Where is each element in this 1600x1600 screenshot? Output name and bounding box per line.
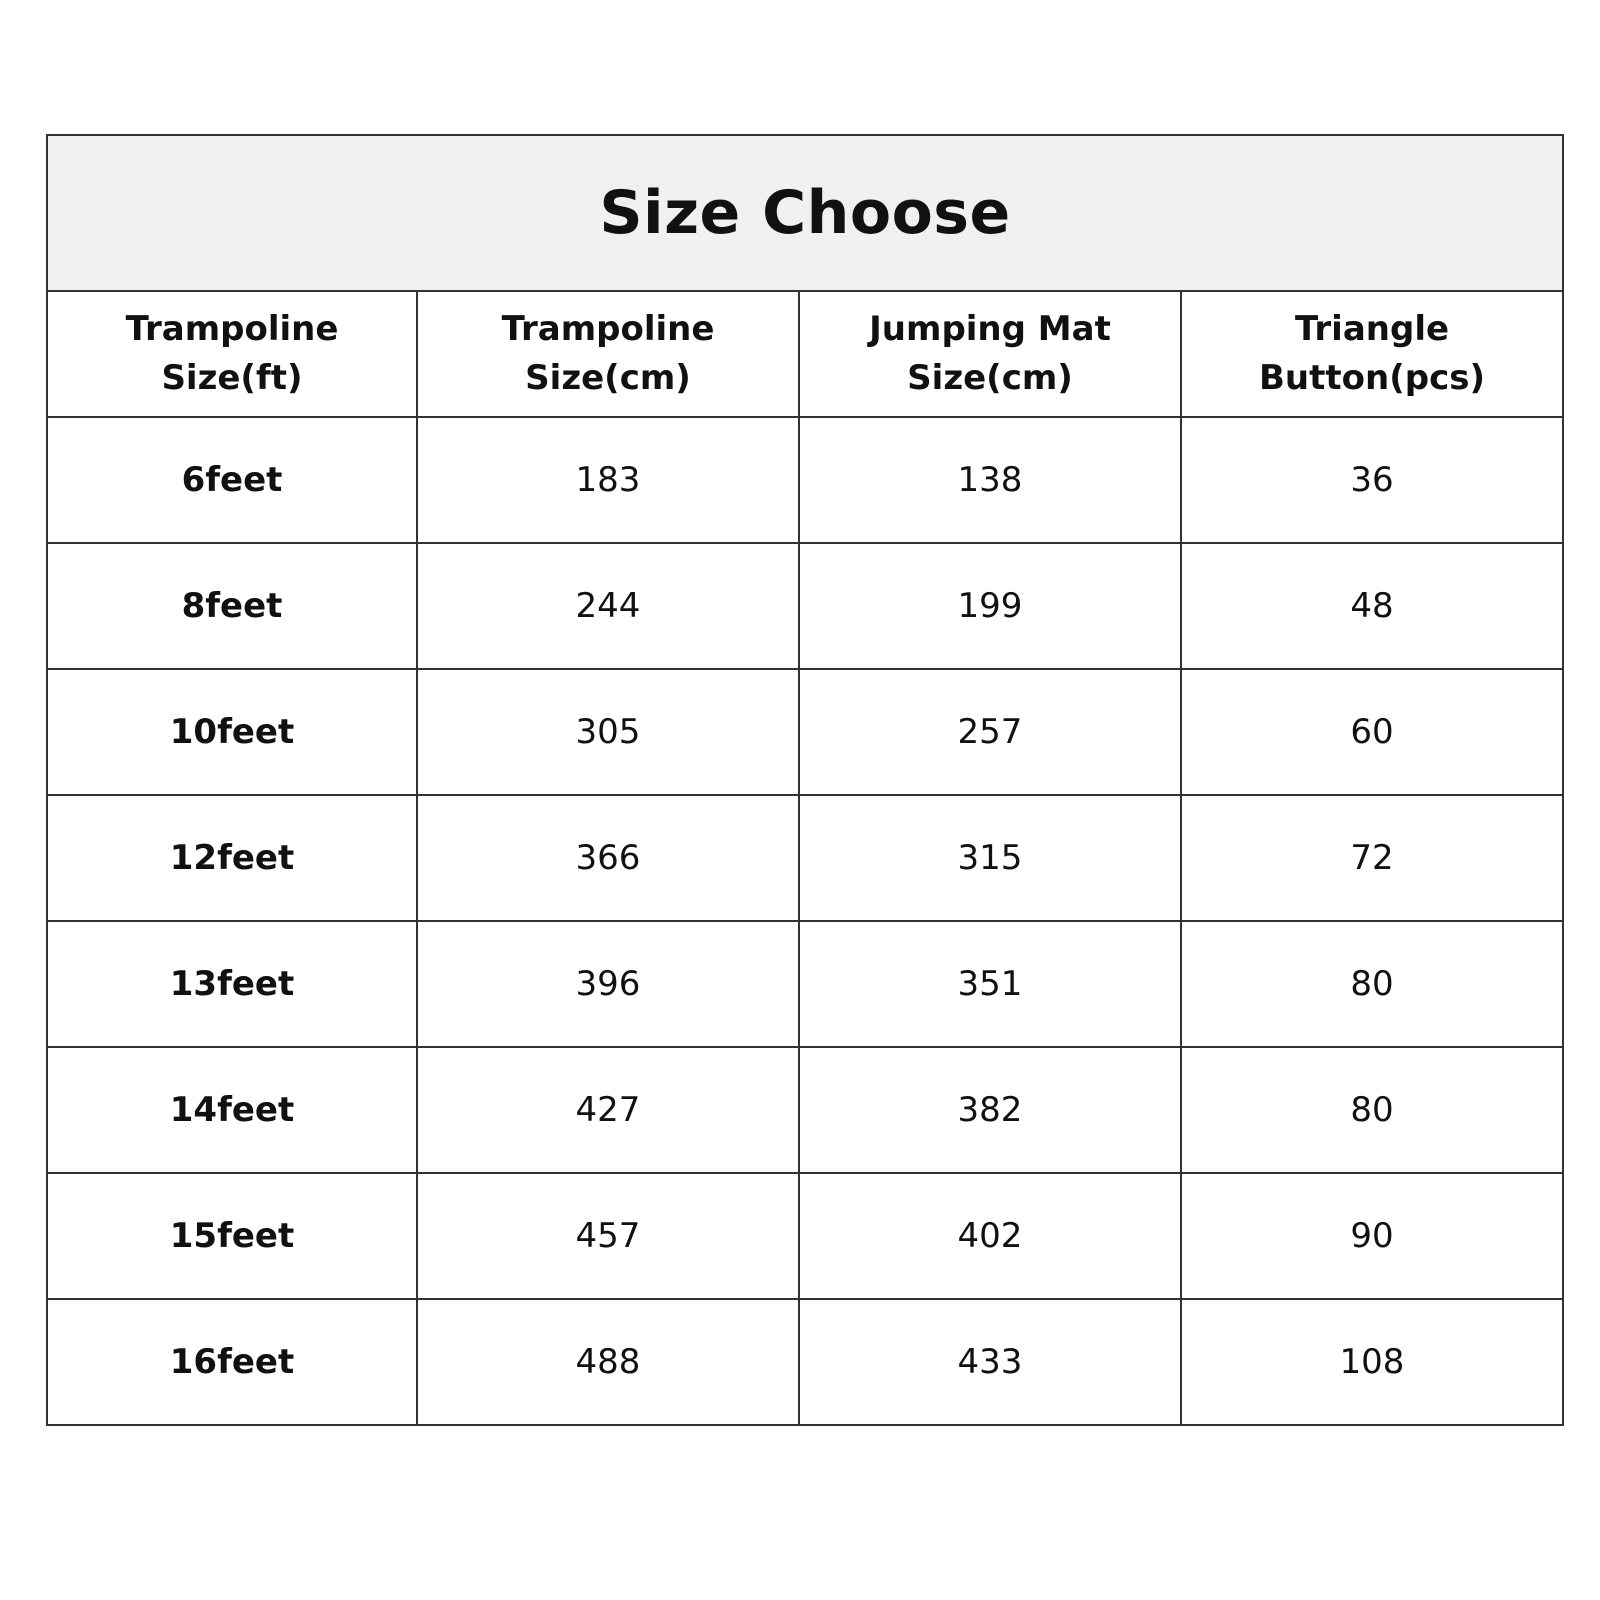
cell-size-ft: 13feet (47, 921, 417, 1047)
header-line: Triangle (1294, 309, 1450, 349)
cell-mat-size: 138 (799, 417, 1181, 543)
size-chart-table (46, 134, 1564, 1426)
header-line: Trampoline (501, 309, 715, 349)
table-title: Size Choose (47, 135, 1563, 291)
cell-size-ft: 14feet (47, 1047, 417, 1173)
header-line: Button(pcs) (1259, 358, 1485, 398)
cell-button-count: 80 (1181, 1047, 1563, 1173)
cell-button-count: 72 (1181, 795, 1563, 921)
cell-mat-size: 199 (799, 543, 1181, 669)
cell-size-cm: 244 (417, 543, 799, 669)
header-jumping-mat-size (799, 291, 1181, 417)
cell-button-count: 108 (1181, 1299, 1563, 1425)
cell-size-ft: 15feet (47, 1173, 417, 1299)
cell-mat-size: 351 (799, 921, 1181, 1047)
cell-mat-size: 402 (799, 1173, 1181, 1299)
table-row (47, 921, 1563, 1047)
table-row (47, 1299, 1563, 1425)
table-row (47, 1173, 1563, 1299)
cell-button-count: 90 (1181, 1173, 1563, 1299)
header-line: Size(ft) (161, 358, 303, 398)
header-row (47, 291, 1563, 417)
cell-size-cm: 488 (417, 1299, 799, 1425)
cell-size-cm: 183 (417, 417, 799, 543)
title-row (47, 135, 1563, 291)
cell-button-count: 48 (1181, 543, 1563, 669)
cell-button-count: 80 (1181, 921, 1563, 1047)
cell-button-count: 36 (1181, 417, 1563, 543)
cell-size-ft: 16feet (47, 1299, 417, 1425)
table-row (47, 1047, 1563, 1173)
cell-size-ft: 10feet (47, 669, 417, 795)
cell-size-cm: 305 (417, 669, 799, 795)
cell-size-cm: 366 (417, 795, 799, 921)
header-line: Jumping Mat (869, 309, 1111, 349)
cell-mat-size: 315 (799, 795, 1181, 921)
header-trampoline-size-cm (417, 291, 799, 417)
table-row (47, 795, 1563, 921)
cell-mat-size: 382 (799, 1047, 1181, 1173)
cell-size-cm: 396 (417, 921, 799, 1047)
cell-button-count: 60 (1181, 669, 1563, 795)
header-trampoline-size-ft (47, 291, 417, 417)
header-line: Size(cm) (525, 358, 691, 398)
cell-size-ft: 12feet (47, 795, 417, 921)
cell-size-ft: 8feet (47, 543, 417, 669)
header-line: Trampoline (125, 309, 339, 349)
table-row (47, 543, 1563, 669)
cell-size-ft: 6feet (47, 417, 417, 543)
header-line: Size(cm) (907, 358, 1073, 398)
cell-mat-size: 433 (799, 1299, 1181, 1425)
cell-size-cm: 457 (417, 1173, 799, 1299)
table-row (47, 417, 1563, 543)
table-row (47, 669, 1563, 795)
cell-mat-size: 257 (799, 669, 1181, 795)
cell-size-cm: 427 (417, 1047, 799, 1173)
header-triangle-button (1181, 291, 1563, 417)
